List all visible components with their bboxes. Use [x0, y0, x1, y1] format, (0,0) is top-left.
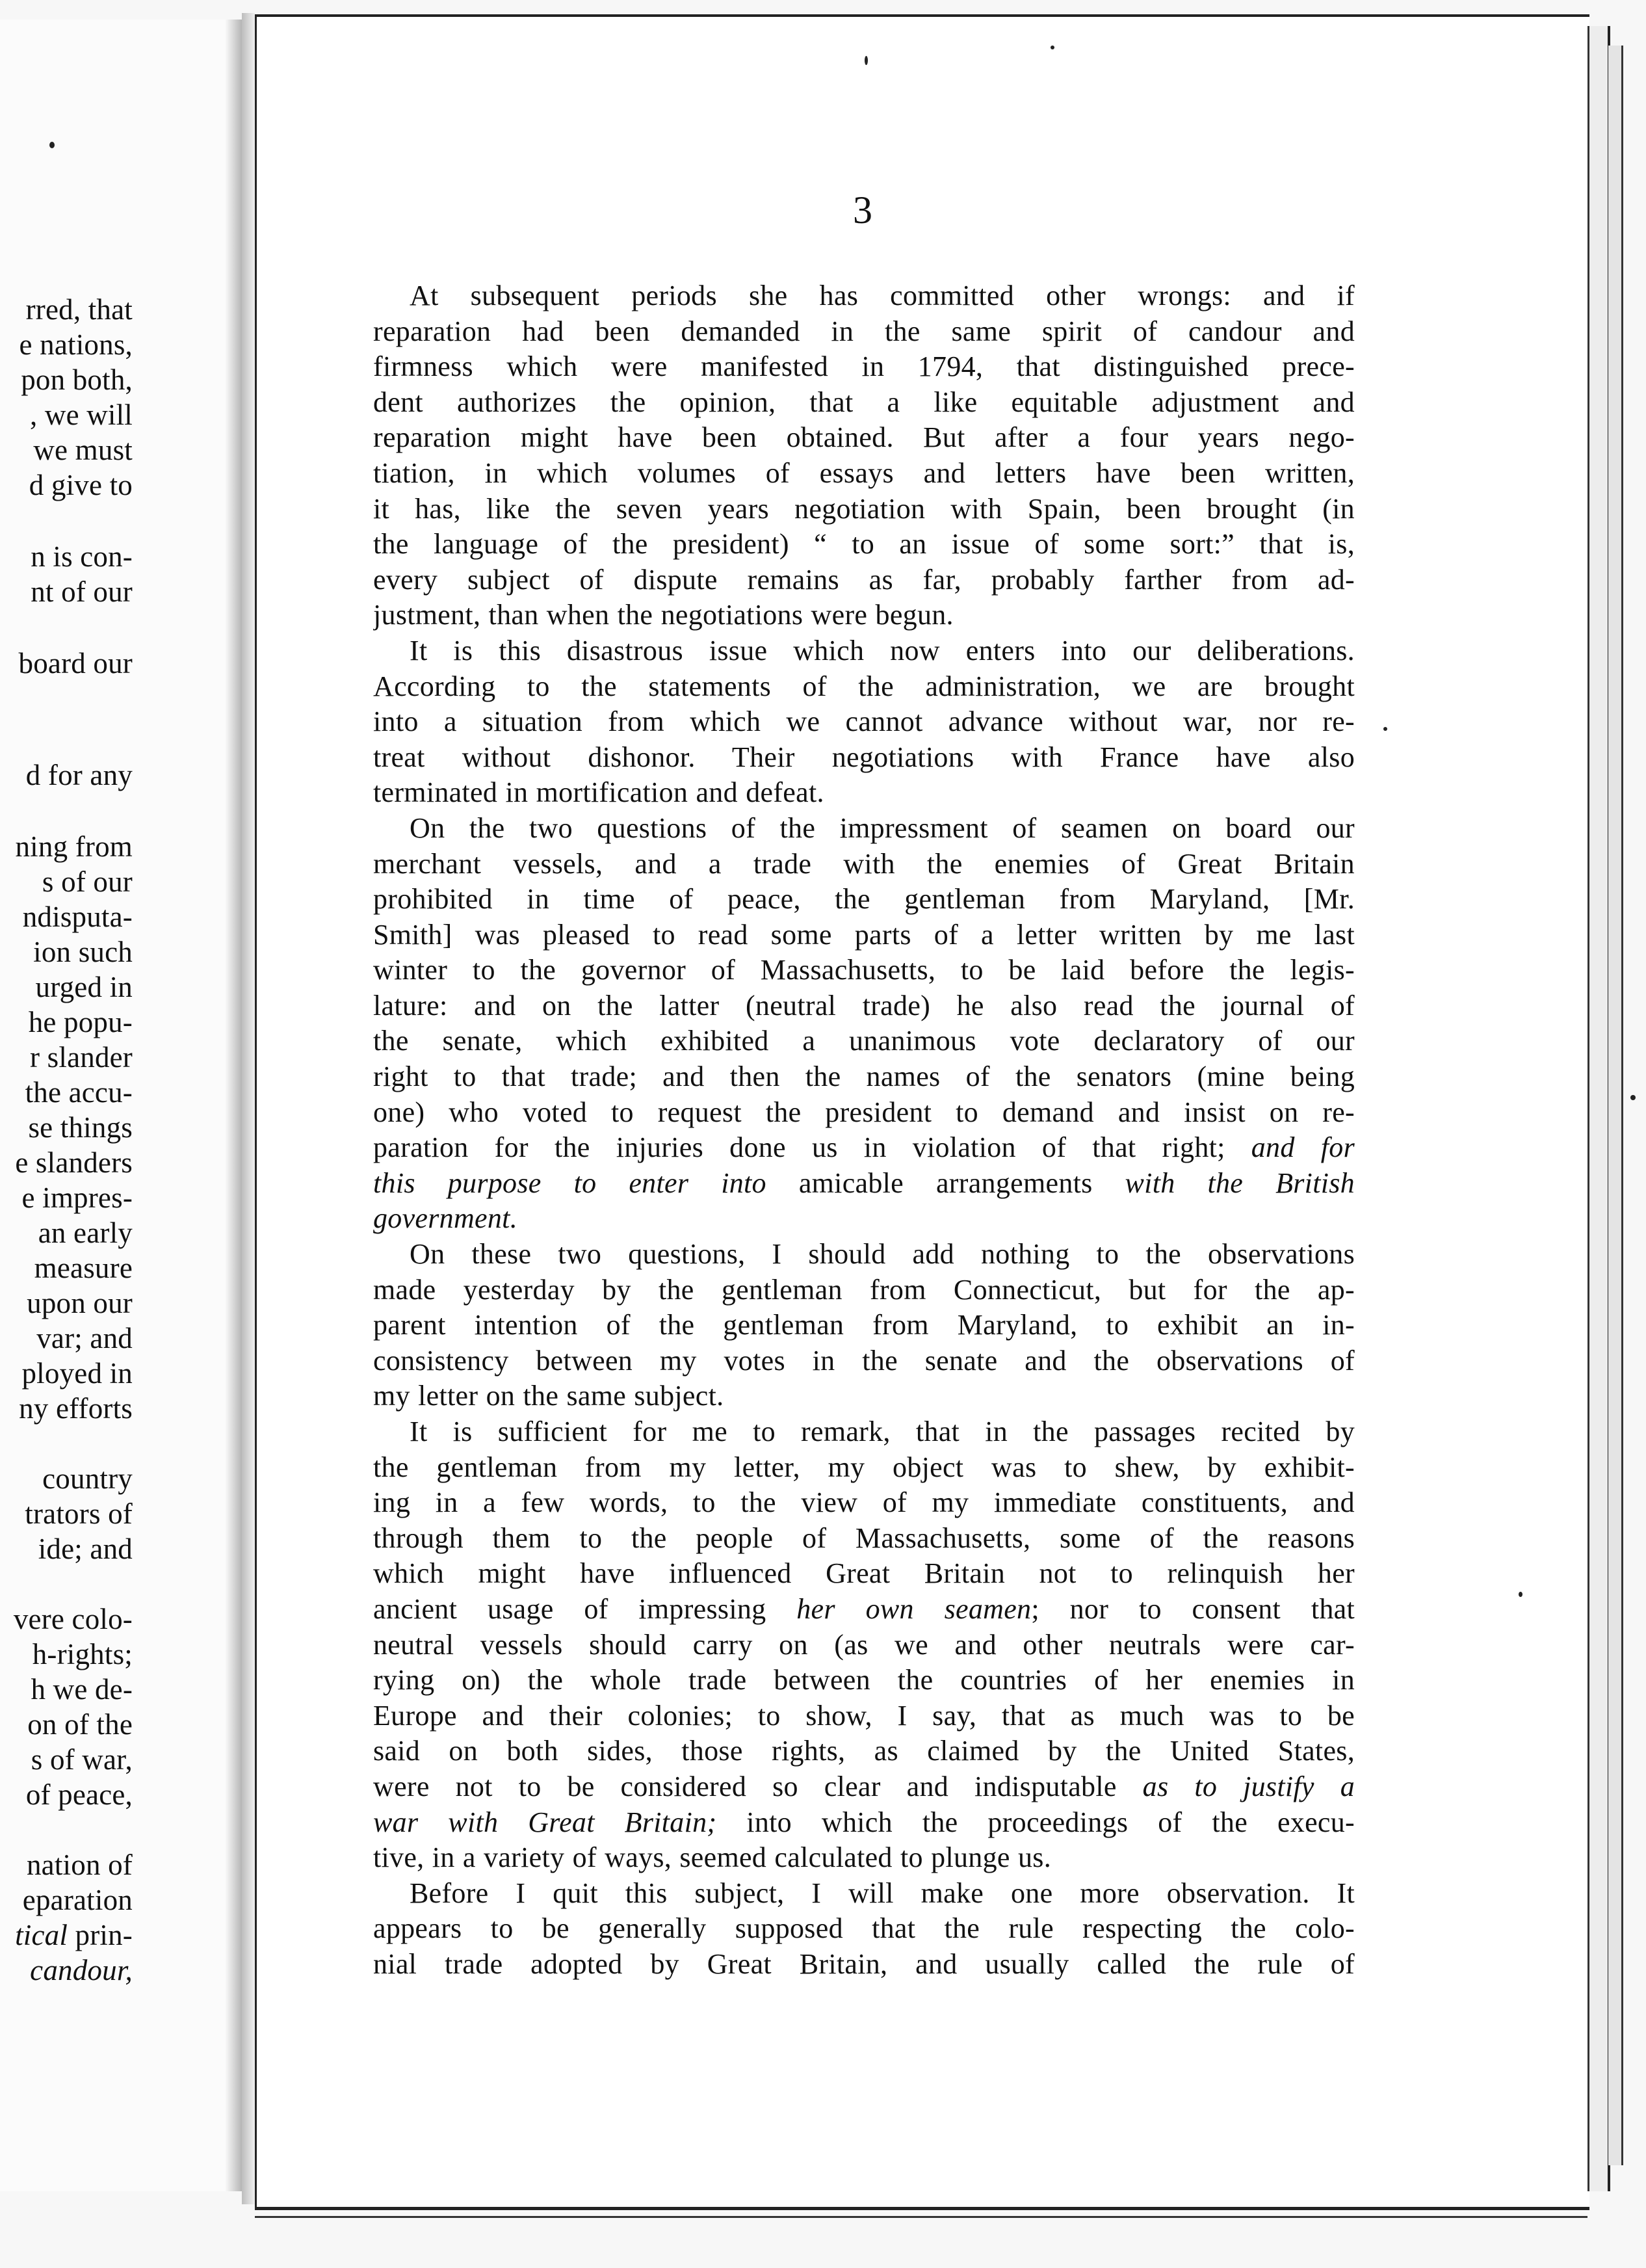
text-line: it has, like the seven years negotiation with Spain, been brought (in: [373, 492, 1355, 525]
text-line: terminated in mortification and defeat.: [373, 776, 824, 809]
left-page-fragment: board our: [18, 647, 133, 679]
left-page-fragment: h we de-: [31, 1673, 133, 1706]
page-stack-edge: [1587, 26, 1610, 2191]
left-page-fragment: ide; and: [38, 1533, 133, 1565]
text-line: merchant vessels, and a trade with the enemies of Great Britain: [373, 847, 1355, 880]
left-page-fragment: we must: [33, 434, 133, 466]
text-line: dent authorizes the opinion, that a like equitable adjustment and: [373, 386, 1355, 418]
left-page-fragment: an early: [38, 1217, 133, 1249]
left-page-fragment: ion such: [33, 936, 133, 968]
left-page-fragment: of peace,: [25, 1778, 133, 1811]
left-page-fragment: , we will: [29, 399, 133, 431]
left-page-fragment: e nations,: [19, 328, 133, 361]
text-line: appears to be generally supposed that the rule respecting the colo-: [373, 1912, 1355, 1945]
left-page-fragment: eparation: [22, 1884, 133, 1916]
text-line: through them to the people of Massachusetts, some of the reasons: [373, 1522, 1355, 1554]
text-line: justment, than when the negotiations were begun.: [373, 599, 954, 631]
left-facing-page: [0, 20, 244, 2191]
text-line: paration for the injuries done us in violation of that right; and for: [373, 1131, 1355, 1164]
text-line: parent intention of the gentleman from Maryland, to exhibit an in-: [373, 1309, 1355, 1341]
text-line: reparation might have been obtained. But after a four years nego-: [373, 421, 1355, 454]
left-page-fragment: var; and: [36, 1322, 133, 1354]
text-line: right to that trade; and then the names of the senators (mine being: [373, 1061, 1355, 1093]
text-line: reparation had been demanded in the same spirit of candour and: [373, 315, 1355, 347]
left-page-fragment: r slander: [30, 1041, 133, 1074]
book-spine-gutter: [242, 13, 255, 2204]
text-line: nial trade adopted by Great Britain, and usually called the rule of: [373, 1947, 1355, 1980]
text-line: On these two questions, I should add nothing to the observations: [410, 1238, 1355, 1271]
left-page-fragment: ployed in: [21, 1357, 133, 1390]
text-line: Smith] was pleased to read some parts of a letter written by me last: [373, 918, 1355, 951]
text-line: ing in a few words, to the view of my immediate constituents, and: [373, 1486, 1355, 1519]
left-page-fragment: ndisputa-: [22, 901, 133, 933]
left-page-fragment: tical prin-: [15, 1919, 133, 1951]
left-page-fragment: nt of our: [31, 575, 133, 608]
left-page-fragment: urged in: [35, 971, 133, 1003]
left-page-fragment: he popu-: [28, 1006, 133, 1038]
text-line: According to the statements of the administration, we are brought: [373, 670, 1355, 702]
text-line: Before I quit this subject, I will make one more observation. It: [410, 1877, 1355, 1909]
left-page-fragment: d for any: [25, 759, 133, 791]
left-page-gutter-shadow: [225, 20, 242, 2191]
left-page-fragment: e slanders: [15, 1146, 133, 1179]
left-page-fragment: candour,: [30, 1954, 133, 1986]
text-line: neutral vessels should carry on (as we and other neutrals were car-: [373, 1628, 1355, 1661]
scan-speck: [1383, 727, 1387, 731]
page-bottom-edge: [255, 2206, 1587, 2218]
text-line: rying on) the whole trade between the countries of her enemies in: [373, 1664, 1355, 1696]
left-page-fragment: pon both,: [21, 363, 133, 396]
left-page-fragment: s of war,: [31, 1743, 133, 1776]
scan-speck: [1630, 1095, 1636, 1100]
body-text: [373, 278, 1355, 1983]
text-line: firmness which were manifested in 1794, that distinguished prece-: [373, 350, 1355, 383]
text-line: which might have influenced Great Britain not to relinquish her: [373, 1557, 1355, 1590]
text-line: ancient usage of impressing her own seamen; nor to consent that: [373, 1592, 1355, 1625]
left-page-fragment: upon our: [27, 1287, 133, 1319]
text-line: one) who voted to request the president to demand and insist on re-: [373, 1096, 1355, 1128]
text-line: every subject of dispute remains as far, probably farther from ad-: [373, 563, 1355, 596]
text-line: said on both sides, those rights, as claimed by the United States,: [373, 1735, 1355, 1767]
text-line: the gentleman from my letter, my object was to shew, by exhibit-: [373, 1451, 1355, 1483]
text-line: lature: and on the latter (neutral trade) he also read the journal of: [373, 989, 1355, 1022]
text-line: consistency between my votes in the senate and the observations of: [373, 1344, 1355, 1377]
text-line: the language of the president) “ to an issue of some sort:” that is,: [373, 528, 1355, 560]
text-line: tiation, in which volumes of essays and letters have been written,: [373, 456, 1355, 489]
left-page-fragment: e impres-: [21, 1181, 133, 1214]
text-line: were not to be considered so clear and indisputable as to justify a: [373, 1770, 1355, 1802]
text-line: into a situation from which we cannot advance without war, nor re-: [373, 705, 1355, 738]
left-page-fragment: trators of: [25, 1497, 133, 1530]
text-line: this purpose to enter into amicable arrangements with the British: [373, 1167, 1355, 1199]
left-page-fragment: measure: [34, 1252, 133, 1284]
text-line: treat without dishonor. Their negotiations with France have also: [373, 741, 1355, 773]
text-line: At subsequent periods she has committed other wrongs: and if: [410, 280, 1355, 311]
text-line: It is this disastrous issue which now enters into our deliberations.: [410, 634, 1355, 666]
text-line: Europe and their colonies; to show, I say, that as much was to be: [373, 1699, 1355, 1732]
text-line: the senate, which exhibited a unanimous vote declaratory of our: [373, 1025, 1355, 1057]
text-line: government.: [373, 1202, 518, 1235]
left-page-fragment: nation of: [26, 1849, 133, 1881]
left-page-fragment: n is con-: [31, 540, 133, 573]
page-number: 3: [853, 189, 872, 231]
left-page-fragment: se things: [28, 1111, 133, 1144]
text-line: winter to the governor of Massachusetts, to be laid before the legis-: [373, 954, 1355, 986]
left-page-fragment: ning from: [15, 830, 133, 863]
left-page-fragment: h-rights;: [32, 1638, 133, 1670]
left-page-fragment: d give to: [29, 469, 133, 501]
text-line: my letter on the same subject.: [373, 1380, 724, 1412]
text-line: made yesterday by the gentleman from Connecticut, but for the ap-: [373, 1273, 1355, 1306]
left-page-fragment: country: [42, 1462, 133, 1495]
scan-speck: [1051, 46, 1054, 49]
scan-speck: [49, 142, 55, 148]
text-line: On the two questions of the impressment of seamen on board our: [410, 811, 1355, 844]
left-page-fragment: s of our: [42, 865, 133, 898]
scan-speck: [865, 56, 868, 65]
text-line: prohibited in time of peace, the gentleman from Maryland, [Mr.: [373, 883, 1355, 916]
text-line: war with Great Britain; into which the proceedings of the execu-: [373, 1806, 1355, 1838]
left-page-fragment: on of the: [27, 1708, 133, 1741]
left-page-fragment: the accu-: [25, 1076, 133, 1109]
text-line: tive, in a variety of ways, seemed calculated to plunge us.: [373, 1841, 1052, 1874]
left-page-fragment: ny efforts: [19, 1392, 133, 1425]
left-page-fragment: rred, that: [25, 293, 133, 326]
page-stack-edge-outer: [1608, 46, 1623, 2165]
left-page-fragment: vere colo-: [13, 1603, 133, 1635]
scan-speck: [1519, 1592, 1522, 1597]
text-line: It is sufficient for me to remark, that in the passages recited by: [410, 1416, 1355, 1447]
